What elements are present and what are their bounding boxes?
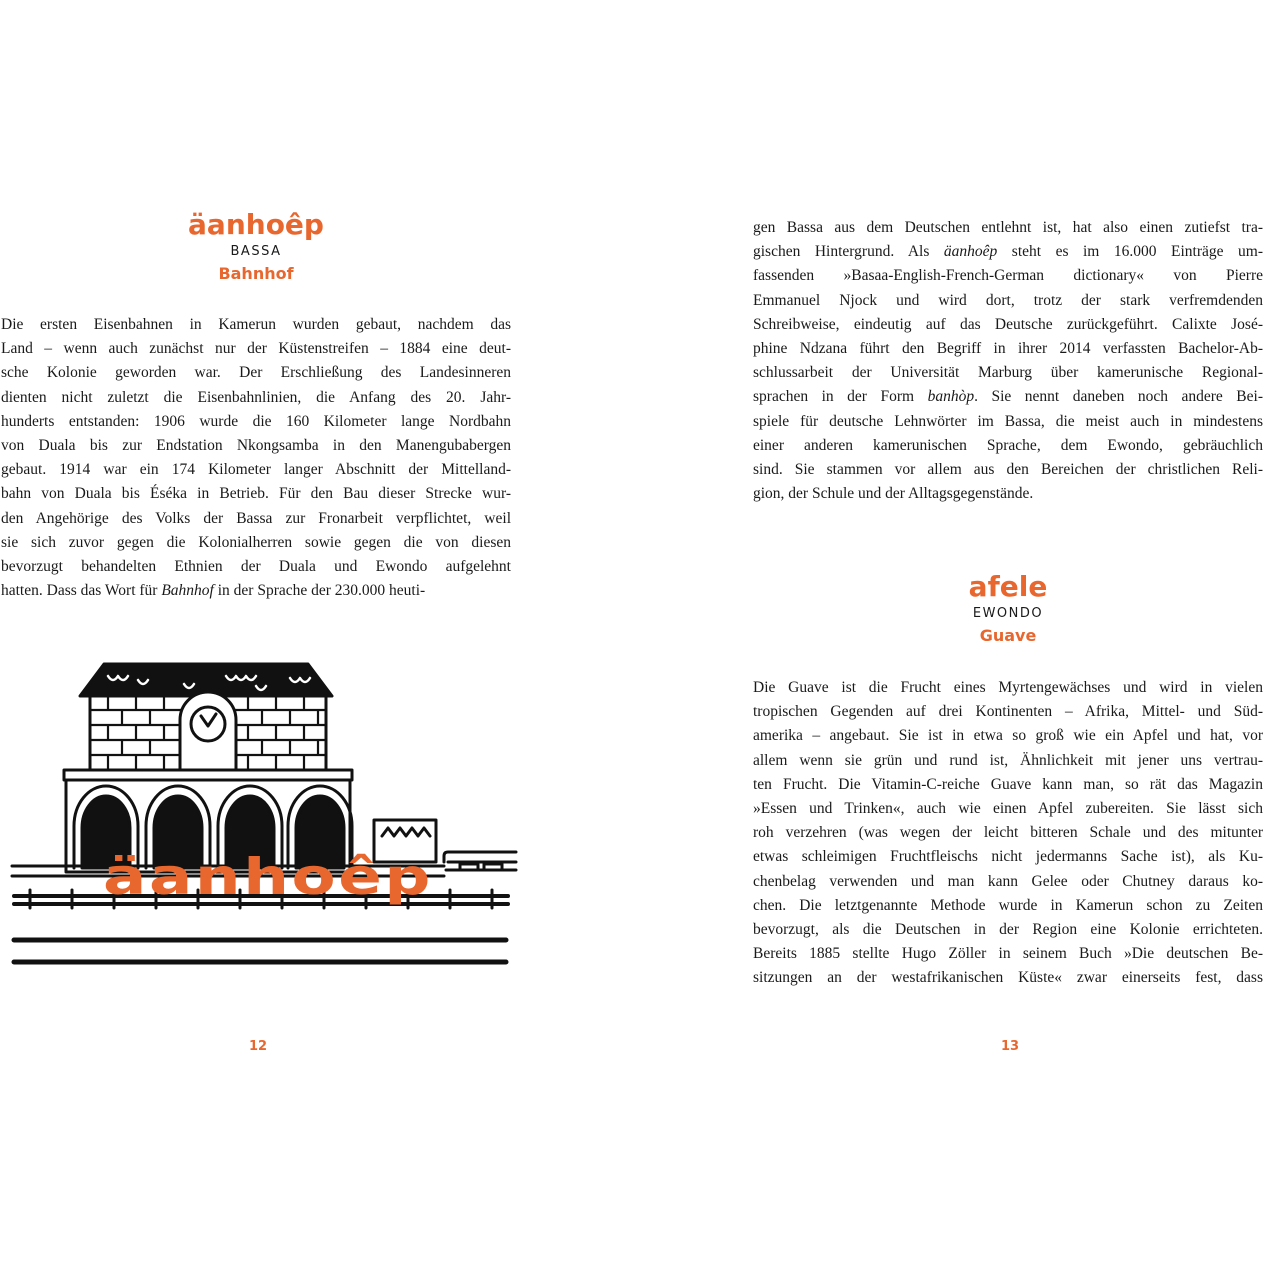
text-line: Die ersten Eisenbahnen in Kamerun wurden gebaut, nachdem das (1, 316, 511, 333)
text-line: den Angehörige des Volks der Bassa zur Fronarbeit verpflichtet, weil (1, 509, 511, 527)
text-line: »Essen und Trinken«, auch wie einen Apfel zubereiten. Sie lässt sich (753, 799, 1263, 817)
body-text (753, 676, 1263, 990)
text-line: bevorzugt, als die Deutschen in der Region eine Kolonie errichteten. (753, 920, 1263, 938)
language-label: BASSA (230, 244, 282, 259)
train-station-illustration (8, 658, 524, 974)
illustration-lettering (98, 848, 438, 906)
page-number: 12 (249, 1039, 268, 1054)
continuation-text (753, 216, 1263, 506)
text-line: gischen Hintergrund. Als äanhoêp steht es im 16.000 Einträge um- (753, 243, 1263, 261)
text-line: chen. Die letztgenannte Methode wurde in Kamerun schon zu Zeiten (753, 896, 1263, 914)
text-line: sitzungen an der westafrikanischen Küste« zwar einerseits fest, dass (753, 969, 1263, 987)
text-line: sche Kolonie geworden war. Der Erschließung des Landesinneren (1, 364, 511, 382)
text-line: bevorzugt behandelten Ethnien der Duala und Ewondo aufgelehnt (1, 557, 511, 575)
text-line: schlussarbeit der Universität Marburg über kamerunische Regional- (753, 364, 1263, 382)
body-text (1, 313, 511, 603)
text-line: Land – wenn auch zunächst nur der Küstenstreifen – 1884 eine deut- (1, 340, 511, 358)
train-window (460, 864, 478, 870)
headword: afele (968, 570, 1048, 603)
lettering-text: äanhoêp (103, 848, 433, 906)
entry-header-aanhoep (156, 208, 356, 286)
text-line: hunderts entstanden: 1906 wurde die 160 Kilometer lange Nordbahn (1, 412, 511, 430)
text-line: einer anderen kamerunischen Sprache, dem Ewondo, gebräuchlich (753, 436, 1263, 454)
text-line: hatten. Dass das Wort für Bahnhof in der Sprache der 230.000 heuti- (1, 582, 426, 600)
text-line: von Duala bis zur Endstation Nkongsamba in den Manengubabergen (1, 436, 511, 454)
text-line: sprachen in der Form banhòp. Sie nennt daneben noch andere Bei- (753, 388, 1263, 406)
text-line: phine Ndzana führt den Begriff in ihrer 2014 verfassten Bachelor-Ab- (753, 339, 1263, 357)
meaning: Guave (979, 626, 1037, 645)
text-line: allem wenn sie grün und rund ist, Ähnlichkeit mit jener uns vertrau- (753, 751, 1263, 769)
text-line: gen Bassa aus dem Deutschen entlehnt ist, hat also einen zutiefst tra- (753, 219, 1263, 236)
text-line: fassenden »Basaa-English-French-German dictionary« von Pierre (753, 267, 1263, 285)
entry-header-afele (908, 570, 1108, 648)
text-line: amerika – angebaut. Sie ist in etwa so groß wie ein Apfel und hat, vor (753, 727, 1263, 745)
text-line: Bereits 1885 stellte Hugo Zöller in seinem Buch »Die deutschen Be- (753, 945, 1263, 963)
headword: äanhoêp (188, 208, 324, 241)
text-line: gion, der Schule und der Alltagsgegenstände. (753, 485, 1034, 503)
text-line: Die Guave ist die Frucht eines Myrtengewächses und wird in vielen (753, 679, 1263, 696)
text-line: Emmanuel Njock und wird dort, trotz der stark verfremdenden (753, 291, 1263, 309)
text-line: Schreibweise, eindeutig auf das Deutsche zurückgeführt. Calixte José- (753, 315, 1263, 333)
text-line: etwas schleimigen Fruchtfleischs nicht jedermanns Sache ist), als Ku- (753, 848, 1263, 866)
text-line: gebaut. 1914 war ein 174 Kilometer langer Abschnitt der Mittelland- (1, 461, 511, 479)
text-line: tropischen Gegenden auf drei Kontinenten – Afrika, Mittel- und Süd- (753, 703, 1263, 721)
text-line: spiele für deutsche Lehnwörter im Bassa, die meist auch in mindestens (753, 412, 1263, 430)
meaning: Bahnhof (218, 264, 294, 283)
rail-lower (14, 940, 506, 962)
page-number: 13 (1001, 1039, 1020, 1054)
text-line: ten Frucht. Die Vitamin-C-reiche Guave kann man, so rät das Magazin (753, 775, 1263, 793)
text-line: bahn von Duala bis Éséka in Betrieb. Für den Bau dieser Strecke wur- (1, 485, 511, 503)
text-line: dienten nicht zuletzt die Eisenbahnlinien, die Anfang des 20. Jahr- (1, 388, 511, 406)
text-line: roh verzehren (was wegen der leicht bitteren Schale und des mitunter (753, 824, 1263, 842)
right-page (632, 0, 1264, 1264)
text-line: sind. Sie stammen vor allem aus den Bereichen der christlichen Reli- (753, 460, 1263, 478)
text-line: chenbelag verwenden und man kann Gelee oder Chutney daraus ko- (753, 872, 1263, 890)
text-line: sie sich zuvor gegen die Kolonialherren sowie gegen die von diesen (1, 533, 511, 551)
train-engine (444, 852, 516, 870)
train-window (484, 864, 502, 870)
language-label: EWONDO (972, 606, 1044, 621)
